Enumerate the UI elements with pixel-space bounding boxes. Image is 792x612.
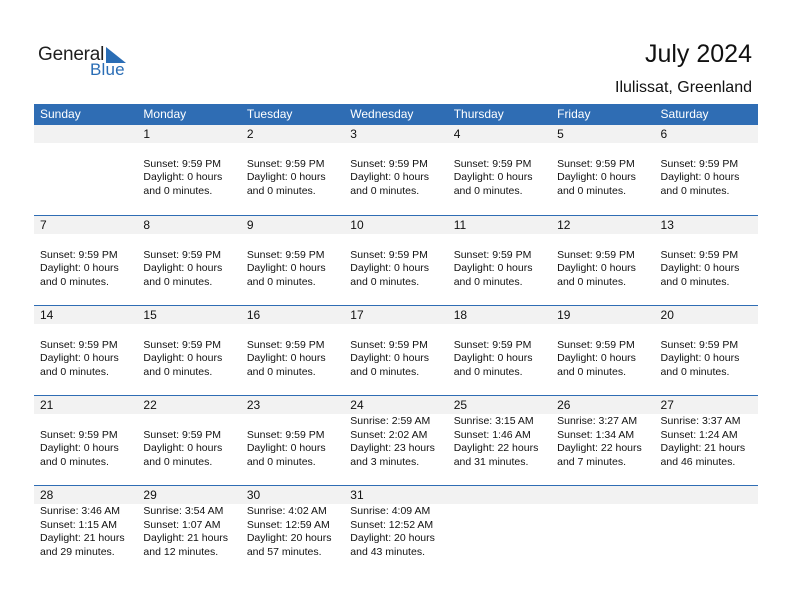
day-info-row [34, 324, 758, 379]
weekday-header: Thursday [453, 107, 504, 121]
weekday-header: Wednesday [350, 107, 414, 121]
day-minutes-text: and 12 minutes. [143, 545, 219, 558]
weeks-container [34, 125, 758, 575]
day-minutes-text: and 0 minutes. [660, 184, 730, 197]
day-number: 24 [350, 398, 364, 412]
day-number: 15 [143, 308, 157, 322]
day-minutes-text: and 29 minutes. [40, 545, 115, 558]
day-cell [448, 143, 551, 198]
day-minutes-text: and 3 minutes. [350, 455, 420, 468]
day-cell [34, 324, 137, 379]
day-number: 29 [143, 488, 157, 502]
day-daylight-text: Daylight: 0 hours [453, 262, 533, 275]
day-sunrise-text: Sunrise: 2:59 AM [350, 415, 431, 427]
day-number-row [34, 486, 758, 504]
day-daylight-text: Daylight: 0 hours [246, 352, 326, 365]
day-cell [137, 324, 240, 379]
day-sunset-text: Sunset: 9:59 PM [246, 248, 325, 261]
day-minutes-text: and 0 minutes. [350, 275, 420, 288]
day-daylight-text: Daylight: 0 hours [143, 171, 223, 184]
day-number [448, 486, 551, 504]
day-cell [241, 234, 344, 289]
day-number: 23 [246, 398, 261, 412]
day-sunset-text: Sunset: 9:59 PM [660, 248, 739, 261]
day-sunset-text: Sunset: 9:59 PM [350, 338, 428, 351]
day-cell [34, 414, 137, 469]
day-minutes-text: and 0 minutes. [557, 275, 626, 288]
day-sunset-text: Sunset: 9:59 PM [246, 157, 325, 170]
day-minutes-text: and 0 minutes. [246, 365, 316, 378]
weekday-header: Monday [143, 107, 187, 121]
day-daylight-text: Daylight: 21 hours [40, 532, 125, 545]
day-minutes-text: and 31 minutes. [453, 455, 529, 468]
day-cell [241, 324, 344, 379]
day-cell [655, 414, 758, 469]
day-cell [344, 143, 447, 198]
day-number-row [34, 216, 758, 234]
day-daylight-text: Daylight: 0 hours [246, 262, 326, 275]
day-number: 28 [40, 488, 54, 502]
day-sunset-text: Sunset: 1:34 AM [557, 428, 635, 441]
day-cell [241, 504, 344, 559]
day-daylight-text: Daylight: 21 hours [143, 532, 229, 545]
day-daylight-text: Daylight: 0 hours [350, 262, 430, 275]
day-cell [34, 143, 137, 198]
day-daylight-text: Daylight: 0 hours [40, 352, 119, 365]
day-minutes-text: and 57 minutes. [246, 545, 322, 558]
day-number: 14 [40, 308, 54, 322]
day-sunrise-text: Sunrise: 4:02 AM [246, 505, 327, 517]
day-number: 4 [453, 127, 461, 141]
day-minutes-text: and 43 minutes. [350, 545, 425, 558]
calendar-grid [34, 104, 758, 575]
day-sunset-text: Sunset: 9:59 PM [40, 248, 118, 261]
day-sunset-text: Sunset: 1:15 AM [40, 518, 118, 531]
day-cell [551, 324, 654, 379]
day-minutes-text: and 0 minutes. [40, 365, 109, 378]
day-sunrise-text: Sunrise: 3:15 AM [453, 415, 534, 427]
day-number: 19 [557, 308, 571, 322]
day-sunset-text: Sunset: 9:59 PM [40, 428, 118, 441]
day-number: 27 [660, 398, 674, 412]
day-cell [448, 234, 551, 289]
day-sunset-text: Sunset: 12:59 AM [246, 518, 330, 531]
day-cell [655, 504, 758, 559]
day-info-row [34, 234, 758, 289]
day-cell [551, 234, 654, 289]
day-sunset-text: Sunset: 9:59 PM [453, 157, 532, 170]
day-daylight-text: Daylight: 0 hours [660, 171, 740, 184]
day-cell [551, 143, 654, 198]
day-daylight-text: Daylight: 0 hours [143, 442, 223, 455]
day-cell [137, 504, 240, 559]
day-cell [137, 234, 240, 289]
day-cell [655, 234, 758, 289]
day-number-row [34, 125, 758, 143]
day-daylight-text: Daylight: 22 hours [453, 442, 539, 455]
day-sunset-text: Sunset: 9:59 PM [557, 157, 635, 170]
day-cell [344, 504, 447, 559]
day-number: 11 [453, 218, 467, 232]
day-minutes-text: and 0 minutes. [143, 275, 213, 288]
day-minutes-text: and 7 minutes. [557, 455, 626, 468]
day-daylight-text: Daylight: 0 hours [246, 171, 326, 184]
day-minutes-text: and 0 minutes. [350, 365, 420, 378]
day-sunset-text: Sunset: 1:07 AM [143, 518, 221, 531]
day-number: 8 [143, 218, 151, 232]
weekday-header: Sunday [40, 107, 81, 121]
day-daylight-text: Daylight: 0 hours [453, 352, 533, 365]
day-daylight-text: Daylight: 0 hours [350, 171, 430, 184]
day-sunset-text: Sunset: 9:59 PM [143, 338, 222, 351]
day-daylight-text: Daylight: 21 hours [660, 442, 746, 455]
day-minutes-text: and 0 minutes. [557, 184, 626, 197]
day-cell [344, 324, 447, 379]
day-daylight-text: Daylight: 0 hours [143, 352, 223, 365]
day-daylight-text: Daylight: 22 hours [557, 442, 642, 455]
day-number: 1 [143, 127, 151, 141]
page-title: July 2024 [644, 40, 752, 68]
day-minutes-text: and 0 minutes. [660, 275, 730, 288]
week-row [34, 395, 758, 485]
day-number: 26 [557, 398, 571, 412]
day-daylight-text: Daylight: 0 hours [246, 442, 326, 455]
day-number: 25 [453, 398, 468, 412]
day-sunset-text: Sunset: 9:59 PM [246, 428, 325, 441]
day-number: 10 [350, 218, 364, 232]
day-sunrise-text: Sunrise: 3:54 AM [143, 505, 224, 517]
day-sunset-text: Sunset: 9:59 PM [143, 157, 222, 170]
day-minutes-text: and 0 minutes. [453, 184, 523, 197]
day-number: 5 [557, 127, 564, 141]
day-number [551, 486, 654, 504]
weekday-header-row [34, 104, 758, 125]
day-sunset-text: Sunset: 1:24 AM [660, 428, 738, 441]
day-info-row [34, 414, 758, 469]
day-minutes-text: and 0 minutes. [143, 184, 213, 197]
day-sunrise-text: Sunrise: 3:46 AM [40, 505, 120, 517]
day-sunrise-text: Sunrise: 4:09 AM [350, 505, 431, 517]
day-minutes-text: and 0 minutes. [660, 365, 730, 378]
day-sunset-text: Sunset: 9:59 PM [246, 338, 325, 351]
day-cell [448, 324, 551, 379]
day-sunset-text: Sunset: 9:59 PM [40, 338, 118, 351]
day-cell [137, 414, 240, 469]
day-sunrise-text: Sunrise: 3:27 AM [557, 415, 638, 427]
day-number: 30 [246, 488, 261, 502]
week-row [34, 485, 758, 575]
day-sunset-text: Sunset: 9:59 PM [453, 338, 532, 351]
day-number: 18 [453, 308, 468, 322]
week-row [34, 215, 758, 305]
day-cell [34, 504, 137, 559]
logo-word-blue: Blue [90, 60, 125, 79]
day-number: 6 [660, 127, 668, 141]
day-daylight-text: Daylight: 0 hours [660, 352, 740, 365]
day-cell [344, 234, 447, 289]
week-row [34, 305, 758, 395]
day-sunset-text: Sunset: 9:59 PM [557, 248, 635, 261]
day-cell [137, 143, 240, 198]
day-sunset-text: Sunset: 9:59 PM [557, 338, 635, 351]
day-number: 3 [350, 127, 357, 141]
day-daylight-text: Daylight: 0 hours [557, 262, 636, 275]
day-cell [655, 324, 758, 379]
day-daylight-text: Daylight: 0 hours [40, 262, 119, 275]
day-number [655, 486, 758, 504]
weekday-header: Saturday [660, 107, 709, 121]
day-cell [344, 414, 447, 469]
day-daylight-text: Daylight: 23 hours [350, 442, 435, 455]
day-cell [448, 504, 551, 559]
day-sunset-text: Sunset: 9:59 PM [350, 157, 428, 170]
week-row [34, 125, 758, 215]
day-sunset-text: Sunset: 9:59 PM [350, 248, 428, 261]
day-minutes-text: and 0 minutes. [246, 275, 316, 288]
day-number: 13 [660, 218, 674, 232]
day-minutes-text: and 0 minutes. [350, 184, 420, 197]
day-minutes-text: and 46 minutes. [660, 455, 736, 468]
day-cell [34, 234, 137, 289]
day-number: 17 [350, 308, 364, 322]
day-number: 20 [660, 308, 674, 322]
location-label: Ilulissat, Greenland [615, 79, 752, 96]
day-sunset-text: Sunset: 2:02 AM [350, 428, 428, 441]
day-daylight-text: Daylight: 0 hours [557, 171, 636, 184]
day-minutes-text: and 0 minutes. [40, 275, 109, 288]
day-sunset-text: Sunset: 9:59 PM [143, 428, 222, 441]
day-number-row [34, 396, 758, 414]
logo-word-general: General [38, 44, 105, 65]
day-cell [448, 414, 551, 469]
weekday-header: Tuesday [246, 107, 293, 121]
day-info-row [34, 143, 758, 198]
day-sunset-text: Sunset: 9:59 PM [660, 338, 739, 351]
day-daylight-text: Daylight: 20 hours [350, 532, 435, 545]
day-sunset-text: Sunset: 9:59 PM [660, 157, 739, 170]
day-daylight-text: Daylight: 0 hours [557, 352, 636, 365]
day-minutes-text: and 0 minutes. [557, 365, 626, 378]
brand-logo [38, 44, 138, 84]
day-daylight-text: Daylight: 20 hours [246, 532, 332, 545]
day-number: 21 [40, 398, 54, 412]
day-number-row [34, 306, 758, 324]
day-number: 31 [350, 488, 364, 502]
day-cell [241, 143, 344, 198]
day-daylight-text: Daylight: 0 hours [660, 262, 740, 275]
day-cell [551, 414, 654, 469]
day-cell [655, 143, 758, 198]
day-daylight-text: Daylight: 0 hours [350, 352, 430, 365]
day-daylight-text: Daylight: 0 hours [453, 171, 533, 184]
day-number: 22 [143, 398, 157, 412]
day-number: 2 [246, 127, 254, 141]
day-minutes-text: and 0 minutes. [40, 455, 109, 468]
day-sunset-text: Sunset: 1:46 AM [453, 428, 531, 441]
day-minutes-text: and 0 minutes. [246, 455, 316, 468]
day-sunset-text: Sunset: 12:52 AM [350, 518, 434, 531]
day-number [34, 125, 137, 143]
day-info-row [34, 504, 758, 559]
day-number: 12 [557, 218, 571, 232]
day-minutes-text: and 0 minutes. [453, 365, 523, 378]
day-minutes-text: and 0 minutes. [453, 275, 523, 288]
day-daylight-text: Daylight: 0 hours [40, 442, 119, 455]
day-cell [241, 414, 344, 469]
weekday-header: Friday [557, 107, 591, 121]
day-sunrise-text: Sunrise: 3:37 AM [660, 415, 741, 427]
day-minutes-text: and 0 minutes. [246, 184, 316, 197]
day-daylight-text: Daylight: 0 hours [143, 262, 223, 275]
day-number: 9 [246, 218, 254, 232]
day-number: 7 [40, 218, 47, 232]
day-sunset-text: Sunset: 9:59 PM [143, 248, 222, 261]
day-minutes-text: and 0 minutes. [143, 455, 213, 468]
day-cell [551, 504, 654, 559]
day-sunset-text: Sunset: 9:59 PM [453, 248, 532, 261]
day-minutes-text: and 0 minutes. [143, 365, 213, 378]
day-number: 16 [246, 308, 261, 322]
